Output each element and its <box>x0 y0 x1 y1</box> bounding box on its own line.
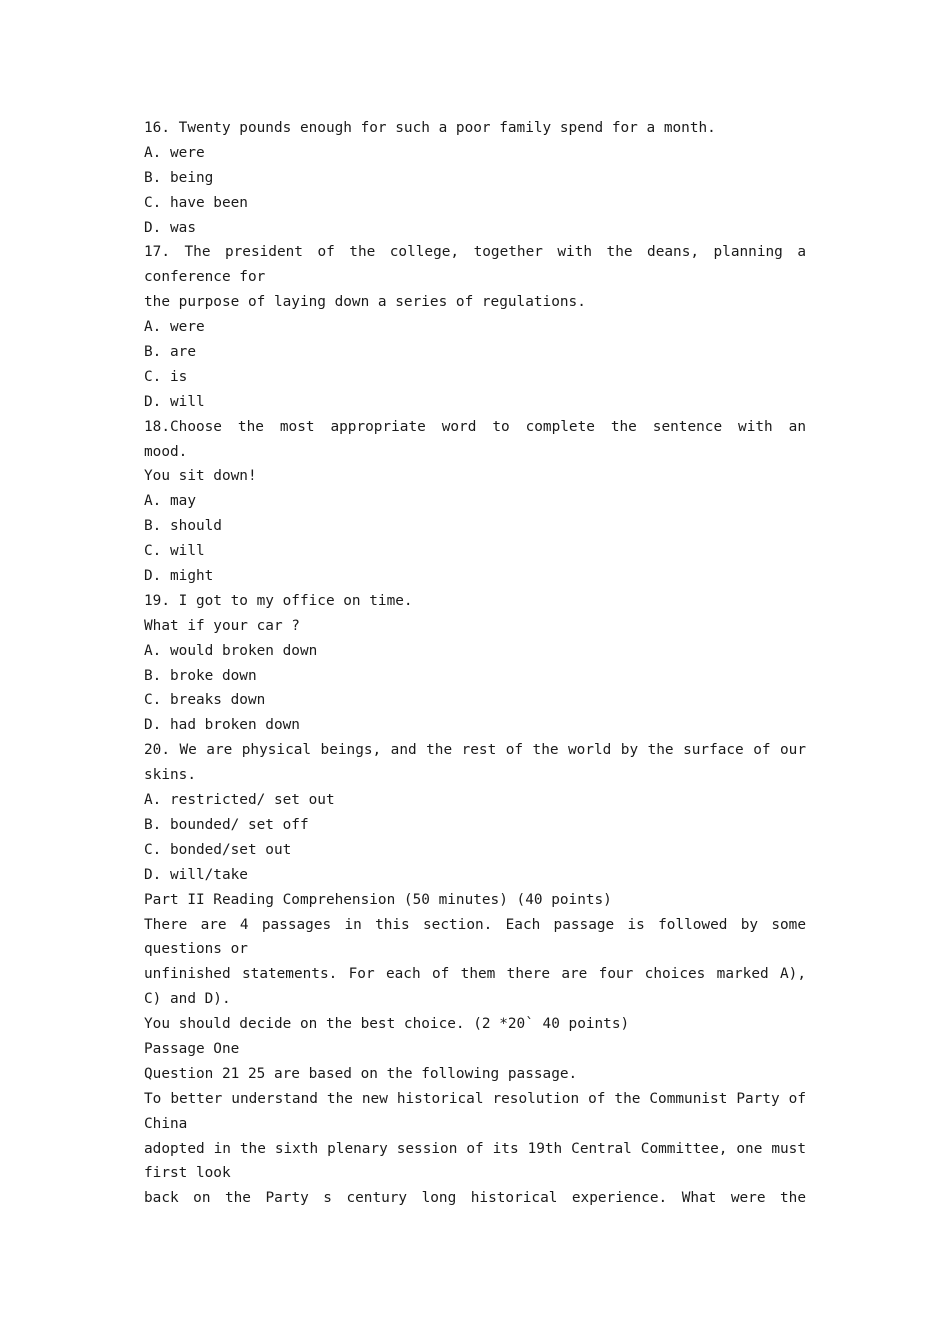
passage-text: To better understand the new historical resolution of the Communist Party of <box>144 1090 806 1107</box>
option-c: C. will <box>144 543 205 560</box>
option-d: D. had broken down <box>144 717 300 734</box>
section-heading: Part II Reading Comprehension (50 minutes) (40 points) <box>144 891 612 908</box>
passage-text: China <box>144 1115 188 1132</box>
document-body <box>144 116 806 1211</box>
passage-text: adopted in the sixth plenary session of its 19th Central Committee, one must <box>144 1140 806 1157</box>
question-20-stem: 20. We are physical beings, and the rest of the world by the surface of our <box>144 742 806 759</box>
instructions-cont: C) and D). <box>144 991 231 1008</box>
question-20-stem-cont: skins. <box>144 767 196 784</box>
option-d: D. might <box>144 568 214 585</box>
option-c: C. bonded/set out <box>144 841 292 858</box>
question-16-stem: 16. Twenty pounds enough for such a poor family spend for a month. <box>144 120 716 136</box>
question-18-stem-cont: mood. <box>144 443 188 460</box>
passage-intro: Question 21 25 are based on the following passage. <box>144 1065 578 1082</box>
question-17-stem: 17. The president of the college, together with the deans, planning a <box>144 244 806 261</box>
option-b: B. being <box>144 169 214 186</box>
option-a: A. may <box>144 493 196 510</box>
option-d: D. was <box>144 219 196 236</box>
instructions-cont: unfinished statements. For each of them there are four choices marked A), <box>144 966 806 983</box>
option-a: A. would broken down <box>144 642 318 659</box>
instructions-cont: questions or <box>144 941 248 958</box>
passage-text: back on the Party s century long historical experience. What were the <box>144 1190 806 1207</box>
option-b: B. are <box>144 344 196 361</box>
passage-text: first look <box>144 1165 231 1182</box>
option-a: A. were <box>144 319 205 336</box>
instructions: There are 4 passages in this section. Each passage is followed by some <box>144 916 806 933</box>
instructions-cont: You should decide on the best choice. (2 *20` 40 points) <box>144 1016 630 1033</box>
option-c: C. have been <box>144 194 248 211</box>
question-17-stem-cont: the purpose of laying down a series of regulations. <box>144 294 586 311</box>
option-a: A. restricted/ set out <box>144 792 335 809</box>
option-c: C. breaks down <box>144 692 266 709</box>
option-b: B. broke down <box>144 667 257 684</box>
option-b: B. should <box>144 518 222 535</box>
question-19-sentence: What if your car ? <box>144 617 300 634</box>
option-a: A. were <box>144 144 205 161</box>
question-18-sentence: You sit down! <box>144 468 257 485</box>
option-c: C. is <box>144 368 188 385</box>
passage-title: Passage One <box>144 1040 240 1057</box>
option-d: D. will <box>144 393 205 410</box>
option-d: D. will/take <box>144 866 248 883</box>
question-19-stem: 19. I got to my office on time. <box>144 592 413 609</box>
question-18-stem: 18.Choose the most appropriate word to complete the sentence with an <box>144 418 806 435</box>
question-17-stem-cont: conference for <box>144 269 266 286</box>
option-b: B. bounded/ set off <box>144 816 309 833</box>
